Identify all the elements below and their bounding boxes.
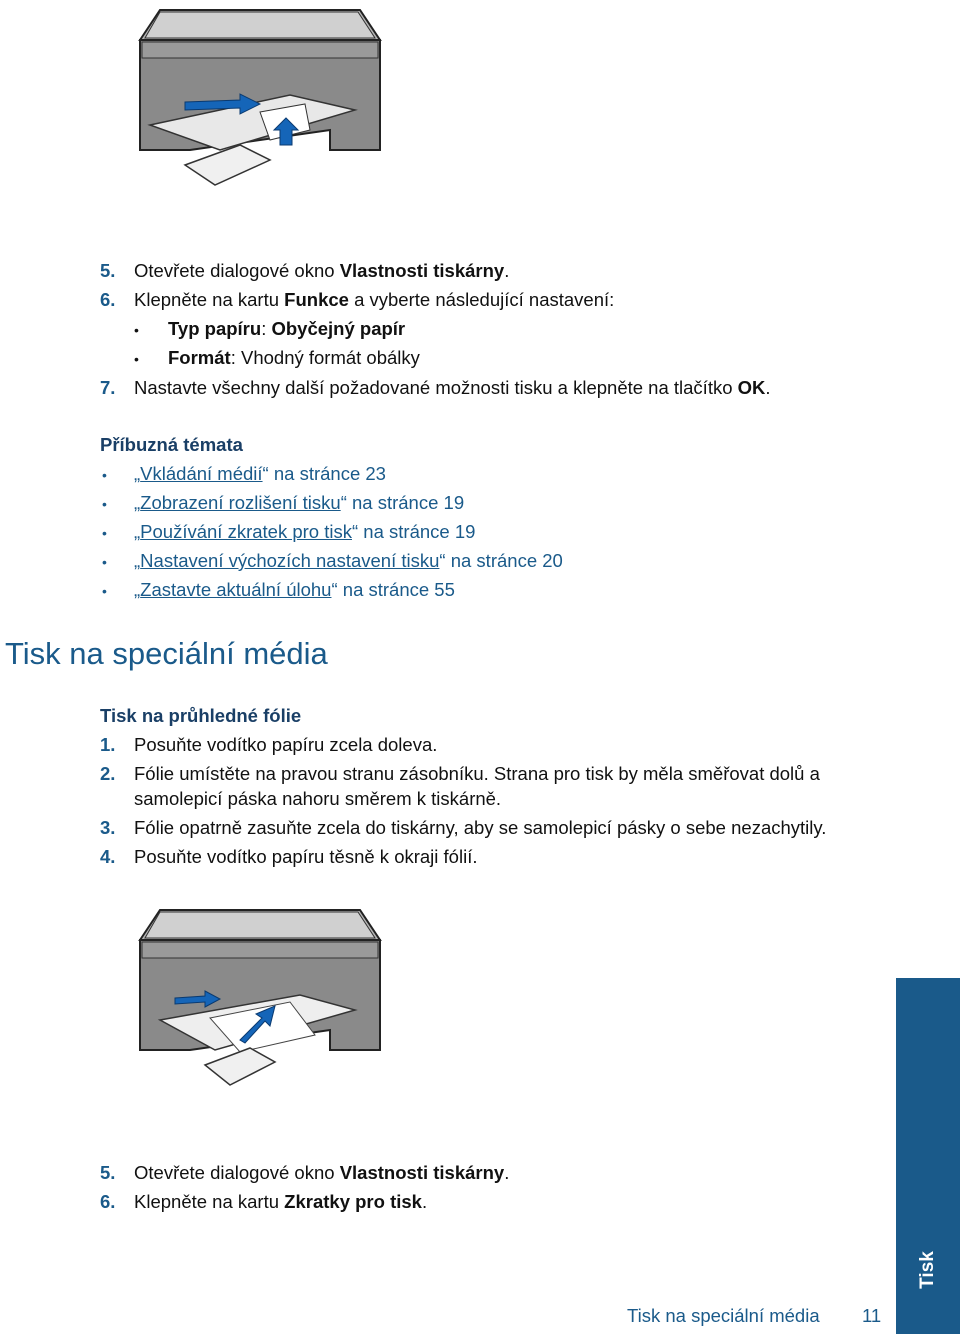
step-bold: Zkratky pro tisk	[284, 1191, 422, 1212]
related-heading: Příbuzná témata	[100, 434, 243, 455]
chapter-tab-label: Tisk	[917, 1251, 938, 1289]
step-number: 1.	[100, 734, 116, 755]
bullet-icon: •	[102, 583, 107, 599]
chapter-tab-label-wrap	[896, 1240, 960, 1300]
step-5-bottom	[100, 1161, 510, 1185]
quote-close: “	[262, 463, 269, 484]
related-link[interactable]: Vkládání médií	[140, 463, 263, 484]
printer-illustration-transparency	[130, 900, 390, 1100]
footer-section: Tisk na speciální média	[627, 1305, 820, 1326]
quote-open: „	[134, 463, 141, 484]
page-number: 11	[862, 1305, 882, 1326]
step-text: Fólie umístěte na pravou stranu zásobníku. Strana pro tisk by měla směřovat dolů a	[134, 763, 820, 784]
step-post: a vyberte následující nastavení:	[348, 289, 615, 310]
sub-bullet	[168, 346, 420, 370]
bullet-icon: •	[102, 525, 107, 541]
page-ref: na stránce 20	[445, 550, 563, 571]
step-number: 7.	[100, 377, 116, 398]
step-5	[100, 259, 510, 283]
related-link-item[interactable]	[134, 520, 475, 544]
step-number: 5.	[100, 260, 116, 281]
step-post: .	[421, 1191, 428, 1212]
step-number: 5.	[100, 1162, 116, 1183]
step-text: Klepněte na kartu	[134, 289, 285, 310]
quote-close: “	[340, 492, 347, 513]
step-number: 4.	[100, 846, 116, 867]
bullet-icon: •	[134, 322, 139, 338]
quote-close: “	[439, 550, 446, 571]
related-link-item[interactable]	[134, 462, 386, 486]
step-bold: Vlastnosti tiskárny	[339, 1162, 505, 1183]
step-7	[100, 376, 771, 400]
sub-bullet-text: : Vhodný formát obálky	[230, 347, 420, 368]
step-number: 3.	[100, 817, 116, 838]
step-text: Klepněte na kartu	[134, 1191, 285, 1212]
related-link[interactable]: Zastavte aktuální úlohu	[140, 579, 332, 600]
step-1	[100, 733, 438, 757]
printer-illustration-envelope	[130, 0, 390, 200]
sub-bullet-value: Obyčejný papír	[271, 318, 406, 339]
bullet-icon: •	[102, 554, 107, 570]
step-2	[100, 762, 820, 786]
page-ref: na stránce 19	[358, 521, 476, 542]
quote-open: „	[134, 521, 141, 542]
quote-close: “	[351, 521, 359, 542]
step-2-continuation: samolepicí páska nahoru směrem k tiskárně.	[134, 788, 502, 809]
related-link[interactable]: Zobrazení rozlišení tisku	[140, 492, 341, 513]
quote-close: “	[331, 579, 338, 600]
bullet-icon: •	[102, 496, 107, 512]
related-link[interactable]: Používání zkratek pro tisk	[140, 521, 352, 542]
step-bold: Vlastnosti tiskárny	[339, 260, 505, 281]
step-text: Otevřete dialogové okno	[134, 1162, 340, 1183]
step-text: Fólie opatrně zasuňte zcela do tiskárny, aby se samolepicí pásky o sebe nezachytily.	[134, 817, 827, 838]
step-bold: OK	[737, 377, 766, 398]
bullet-icon: •	[102, 467, 107, 483]
step-post: .	[504, 260, 510, 281]
page-ref: na stránce 19	[346, 492, 465, 513]
quote-open: „	[134, 492, 141, 513]
subsection-title: Tisk na průhledné fólie	[100, 705, 302, 726]
step-text: Nastavte všechny další požadované možnosti tisku a klepněte na tlačítko	[134, 377, 738, 398]
page-ref: na stránce 55	[337, 579, 455, 600]
step-number: 6.	[100, 289, 116, 310]
quote-open: „	[134, 550, 141, 571]
step-6	[100, 288, 615, 312]
step-number: 6.	[100, 1191, 116, 1212]
section-title: Tisk na speciální média	[5, 636, 328, 671]
sub-bullet	[168, 317, 405, 341]
quote-open: „	[134, 579, 141, 600]
sub-bullet-text: :	[261, 318, 272, 339]
related-link-item[interactable]	[134, 491, 464, 515]
page-ref: na stránce 23	[268, 463, 386, 484]
step-bold: Funkce	[284, 289, 349, 310]
bullet-icon: •	[134, 351, 139, 367]
related-link[interactable]: Nastavení výchozích nastavení tisku	[140, 550, 440, 571]
step-3	[100, 816, 827, 840]
step-post: .	[765, 377, 771, 398]
related-link-item[interactable]	[134, 578, 455, 602]
step-text: Posuňte vodítko papíru zcela doleva.	[134, 734, 438, 755]
sub-bullet-label: Formát	[168, 347, 231, 368]
sub-bullet-label: Typ papíru	[168, 318, 262, 339]
step-number: 2.	[100, 763, 116, 784]
step-post: .	[504, 1162, 510, 1183]
related-link-item[interactable]	[134, 549, 563, 573]
step-4	[100, 845, 478, 869]
step-text: Otevřete dialogové okno	[134, 260, 340, 281]
step-6-bottom	[100, 1190, 428, 1214]
step-text: Posuňte vodítko papíru těsně k okraji fólií.	[134, 846, 478, 867]
